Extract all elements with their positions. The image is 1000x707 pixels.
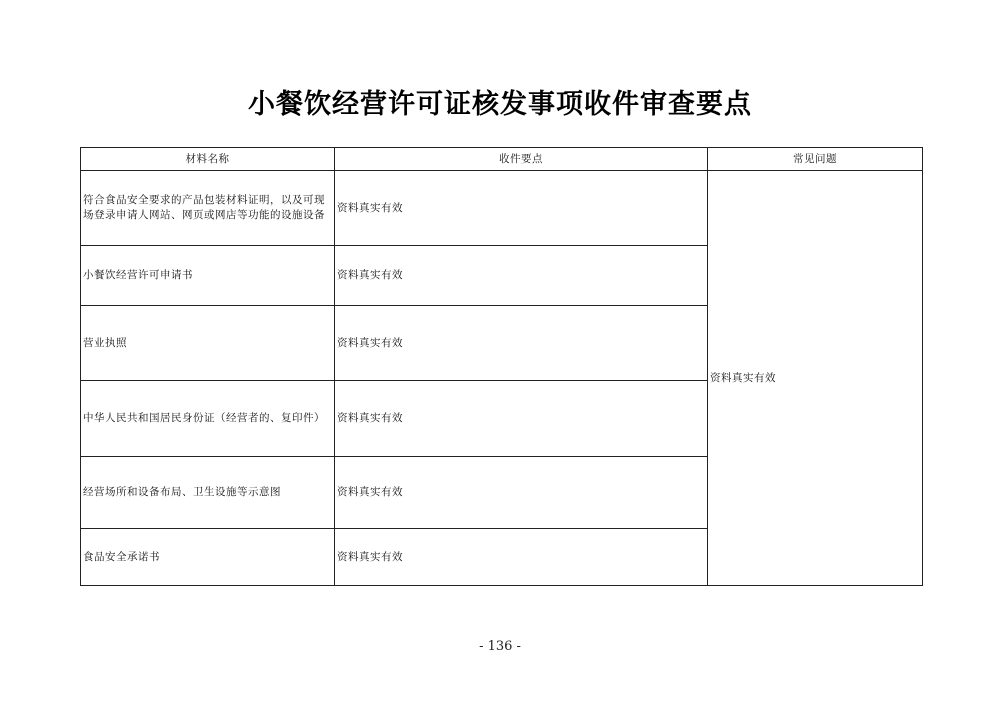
point-cell: 资料真实有效	[335, 246, 708, 306]
material-cell: 中华人民共和国居民身份证（经营者的、复印件）	[81, 381, 335, 457]
header-common-issues: 常见问题	[708, 148, 923, 171]
material-cell: 营业执照	[81, 306, 335, 381]
material-cell: 小餐饮经营许可申请书	[81, 246, 335, 306]
point-cell: 资料真实有效	[335, 306, 708, 381]
common-issue-cell: 资料真实有效	[708, 171, 923, 586]
header-receipt-points: 收件要点	[335, 148, 708, 171]
point-cell: 资料真实有效	[335, 457, 708, 529]
material-cell: 经营场所和设备布局、卫生设施等示意图	[81, 457, 335, 529]
table-row	[81, 171, 923, 246]
point-cell: 资料真实有效	[335, 171, 708, 246]
page-number: - 136 -	[479, 639, 521, 654]
header-material-name: 材料名称	[81, 148, 335, 171]
material-cell: 食品安全承诺书	[81, 529, 335, 586]
point-cell: 资料真实有效	[335, 381, 708, 457]
review-table	[80, 147, 923, 586]
table-header-row	[81, 148, 923, 171]
point-cell: 资料真实有效	[335, 529, 708, 586]
material-cell: 符合食品安全要求的产品包装材料证明，以及可现场登录申请人网站、网页或网店等功能的设施设备	[81, 171, 335, 246]
page-title: 小餐饮经营许可证核发事项收件审查要点	[248, 89, 752, 120]
